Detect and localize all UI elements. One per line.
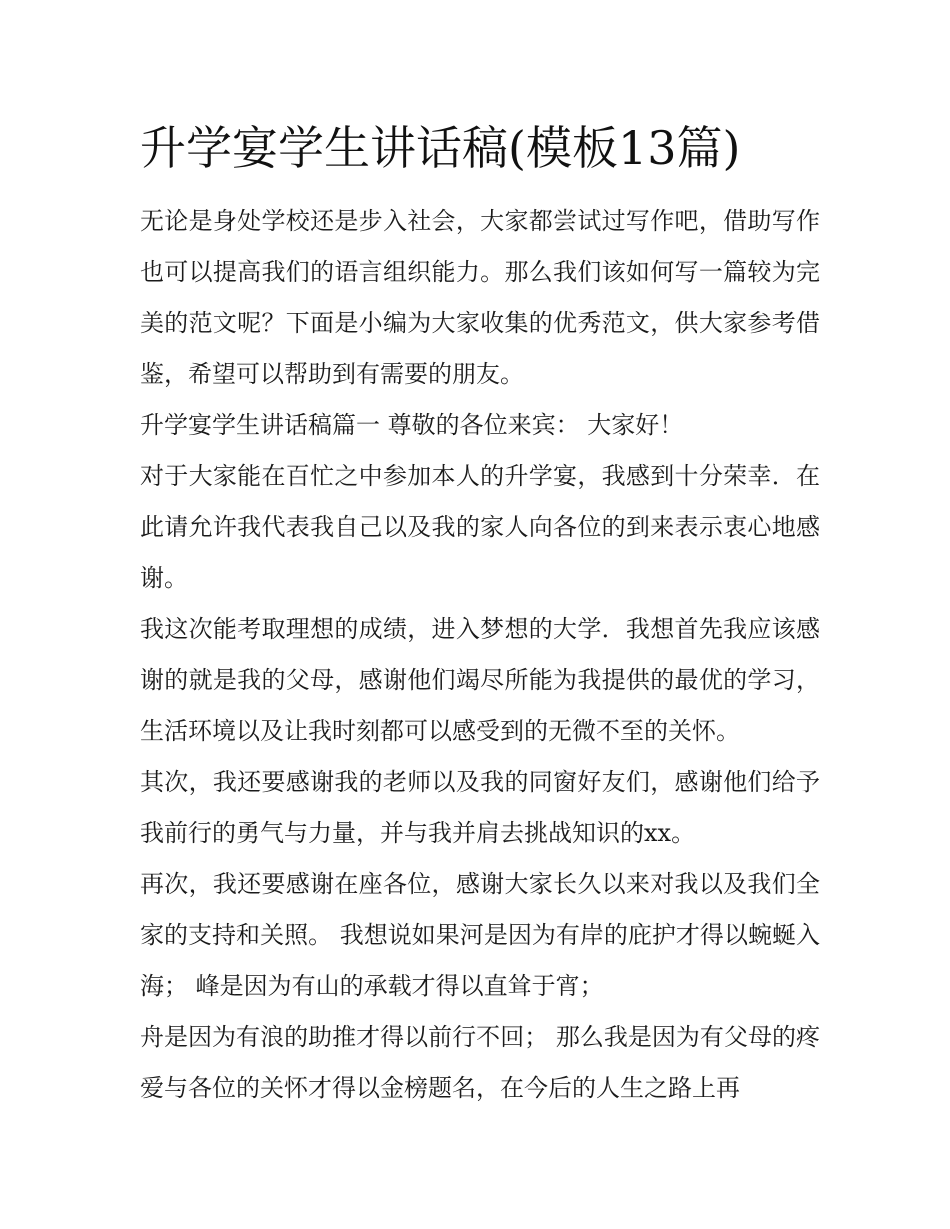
paragraph-thanks-parents: 我这次能考取理想的成绩，进入梦想的大学．我想首先我应该感谢的就是我的父母，感谢他们竭尽所能为我提供的最优的学习，生活环境以及让我时刻都可以感受到的无微不至的关怀。 xyxy=(140,615,820,745)
paragraph-thanks-teachers: 其次，我还要感谢我的老师以及我的同窗好友们，感谢他们给予我前行的勇气与力量，并与我并肩去挑战知识的xx。 xyxy=(140,768,820,847)
paragraph-greeting: 升学宴学生讲话稿篇一 尊敬的各位来宾： 大家好！ xyxy=(140,411,684,439)
paragraph-intro: 无论是身处学校还是步入社会，大家都尝试过写作吧，借助写作也可以提高我们的语言组织能力。那么我们该如何写一篇较为完美的范文呢？下面是小编为大家收集的优秀范文，供大家参考借鉴，希望可以帮助到有需要的朋友。 xyxy=(140,207,820,388)
paragraph-closing: 舟是因为有浪的助推才得以前行不回； 那么我是因为有父母的疼爱与各位的关怀才得以金榜题名，在今后的人生之路上再 xyxy=(140,1023,820,1102)
paragraph-thanks-guests: 对于大家能在百忙之中参加本人的升学宴，我感到十分荣幸．在此请允许我代表我自己以及我的家人向各位的到来表示衷心地感谢。 xyxy=(140,462,820,592)
document-title: 升学宴学生讲话稿(模板13篇) xyxy=(140,121,741,175)
paragraph-thanks-attendees: 再次，我还要感谢在座各位，感谢大家长久以来对我以及我们全家的支持和关照。 我想说如果河是因为有岸的庇护才得以蜿蜒入海； 峰是因为有山的承载才得以直耸于宵； xyxy=(140,870,820,1000)
document-body xyxy=(140,196,820,1114)
